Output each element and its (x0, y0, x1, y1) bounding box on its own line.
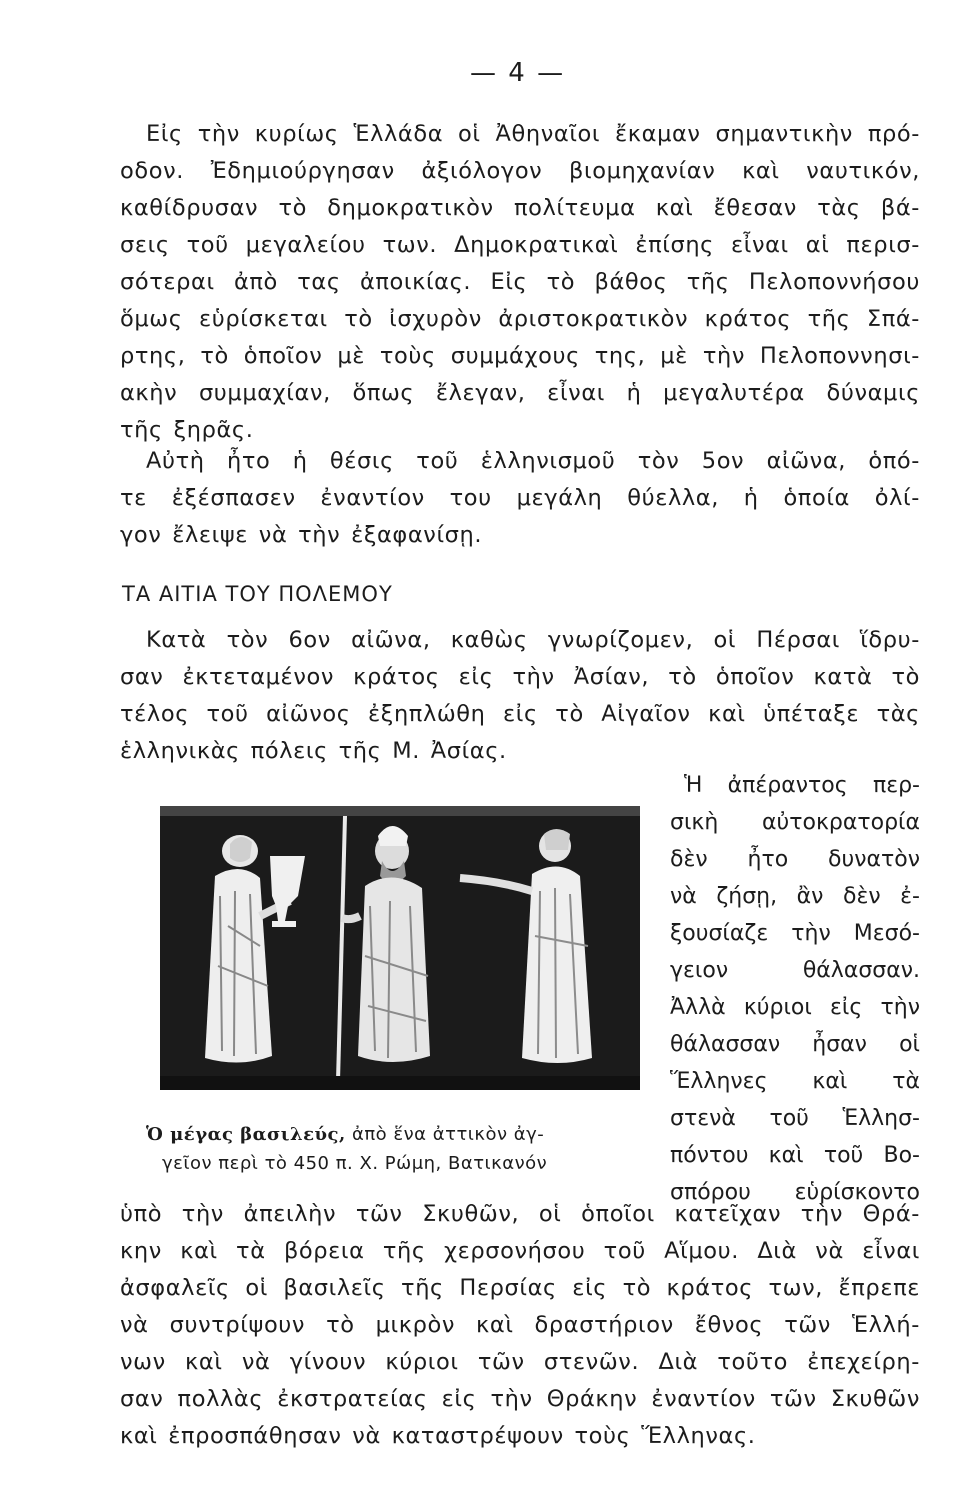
paragraph1-line: ρτης, τὸ ὁποῖον μὲ τοὺς συμμάχους της, μὲ τὴν Πελοποννησι- (120, 343, 920, 369)
paragraph1-line: καθίδρυσαν τὸ δημοκρατικὸν πολίτευμα καὶ ἔθεσαν τὰς βά- (120, 195, 920, 221)
paragraph1-line: ακὴν συμμαχίαν, ὅπως ἔλεγαν, εἶναι ἡ μεγαλυτέρα δύναμις (120, 380, 920, 406)
image-caption (146, 1124, 544, 1145)
side-text-line: Ἡ ἀπέραντος περ- (684, 773, 920, 798)
paragraph1-line: σεις τοῦ μεγαλείου των. Δημοκρατικαὶ ἐπίσης εἶναι αἱ περισ- (120, 232, 920, 258)
paragraph4-line: καὶ ἐπροσπάθησαν νὰ καταστρέψουν τοὺς Ἕλληνας. (120, 1423, 756, 1449)
paragraph1-line: Εἰς τὴν κυρίως Ἑλλάδα οἱ Ἀθηναῖοι ἔκαμαν σημαντικὴν πρό- (146, 121, 920, 147)
side-text-line: γειον θάλασσαν. (670, 958, 920, 983)
image-caption-line2: γεῖον περὶ τὸ 450 π. Χ. Ρώμη, Βατικανόν (162, 1153, 548, 1174)
paragraph2-line: γον ἔλειψε νὰ τὴν ἐξαφανίσῃ. (120, 522, 483, 548)
paragraph1-line: τῆς ξηρᾶς. (120, 417, 254, 443)
paragraph3-line: σαν ἐκτεταμένον κράτος εἰς τὴν Ἀσίαν, τὸ ὁποῖον κατὰ τὸ (120, 664, 920, 690)
side-text-line: ξουσίαζε τὴν Μεσό- (670, 921, 920, 946)
paragraph4-line: κην καὶ τὰ βόρεια τῆς χερσονήσου τοῦ Αἵμου. Διὰ νὰ εἶναι (120, 1238, 920, 1264)
side-text-line: Ἀλλὰ κύριοι εἰς τὴν (670, 995, 920, 1020)
side-text-line: θάλασσαν ἦσαν οἱ (670, 1032, 920, 1057)
side-text-line: δὲν ἦτο δυνατὸν (670, 847, 920, 872)
paragraph4-line: ὑπὸ τὴν ἀπειλὴν τῶν Σκυθῶν, οἱ ὁποῖοι κατεῖχαν τὴν Θρά- (120, 1201, 920, 1227)
side-text-line: πόντου καὶ τοῦ Βο- (670, 1143, 920, 1168)
side-text-line: σικὴ αὐτοκρατορία (670, 810, 920, 835)
side-text-line: στενὰ τοῦ Ἑλλησ- (670, 1106, 920, 1131)
paragraph3-line: τέλος τοῦ αἰῶνος ἐξηπλώθη εἰς τὸ Αἰγαῖον καὶ ὑπέταξε τὰς (120, 701, 920, 727)
side-text-line: Ἕλληνες καὶ τὰ (670, 1069, 920, 1094)
side-text-line: νὰ ζήσῃ, ἂν δὲν ἐ- (670, 884, 920, 909)
paragraph3-line: ἑλληνικὰς πόλεις τῆς Μ. Ἀσίας. (120, 738, 507, 764)
paragraph3-line: Κατὰ τὸν 6ον αἰῶνα, καθὼς γνωρίζομεν, οἱ Πέρσαι ἵδρυ- (146, 627, 920, 653)
paragraph4-line: σαν πολλὰς ἐκστρατείας εἰς τὴν Θράκην ἐναντίον τῶν Σκυθῶν (120, 1386, 920, 1412)
paragraph2-line: τε ἐξέσπασεν ἐναντίον του μεγάλη θύελλα, ἡ ὁποία ὀλί- (120, 485, 920, 511)
section-heading: ΤΑ ΑΙΤΙΑ ΤΟΥ ΠΟΛΕΜΟΥ (122, 582, 393, 606)
side-text-line: σπόρου εὑρίσκοντο (670, 1180, 920, 1205)
paragraph1-line: ὅμως εὑρίσκεται τὸ ἰσχυρὸν ἀριστοκρατικὸν κράτος τῆς Σπά- (120, 306, 920, 332)
page-number: — 4 — (470, 58, 566, 88)
paragraph1-line: οδον. Ἐδημιούργησαν ἀξιόλογον βιομηχανίαν καὶ ναυτικόν, (120, 158, 920, 184)
caption-bold: Ὁ μέγας βασιλεύς, (146, 1124, 346, 1145)
paragraph4-line: νὰ συντρίψουν τὸ μικρὸν καὶ δραστήριον ἔθνος τῶν Ἑλλή- (120, 1312, 920, 1338)
vase-painting-image (160, 806, 640, 1090)
paragraph4-line: ἀσφαλεῖς οἱ βασιλεῖς τῆς Περσίας εἰς τὸ κράτος των, ἔπρεπε (120, 1275, 920, 1301)
caption-text: ἀπὸ ἕνα ἀττικὸν ἀγ- (345, 1124, 545, 1145)
paragraph1-line: σότεραι ἀπὸ τας ἀποικίας. Εἰς τὸ βάθος τῆς Πελοποννήσου (120, 269, 920, 295)
paragraph4-line: νων καὶ νὰ γίνουν κύριοι τῶν στενῶν. Διὰ τοῦτο ἐπεχείρη- (120, 1349, 920, 1375)
paragraph2-line: Αὐτὴ ἦτο ἡ θέσις τοῦ ἑλληνισμοῦ τὸν 5ον αἰῶνα, ὁπό- (146, 448, 920, 474)
